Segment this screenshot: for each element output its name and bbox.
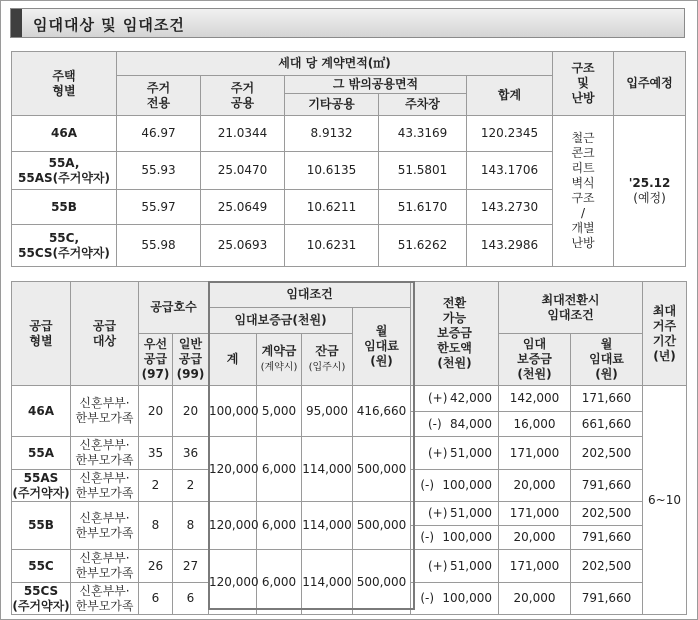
parking-area: 43.3169 [379,116,467,152]
header-supply-target: 공급 대상 [71,282,139,386]
header-conv-rent: 월 임대료 (원) [571,334,643,386]
conv-deposit: 16,000 [499,412,571,437]
etc-area: 10.6211 [285,190,379,225]
conv-rent: 791,660 [571,583,643,615]
general-count: 2 [173,470,209,502]
header-deposit: 임대보증금(천원) [209,308,353,334]
convert-limit: (+) 51,000 [411,550,499,583]
conv-rent: 202,500 [571,437,643,470]
move-in-cell: '25.12 (예정) [614,116,686,267]
header-balance: 잔금 (입주시) [302,334,353,386]
header-general-supply: 일반 공급 (99) [173,334,209,386]
parking-area: 51.5801 [379,152,467,190]
conv-deposit: 20,000 [499,583,571,615]
section-title: 임대대상 및 임대조건 [33,16,185,34]
supply-type: 55A [12,437,71,470]
convert-limit: (+) 51,000 [411,437,499,470]
balance: 114,000 [302,502,353,550]
supply-type: 55AS (주거약자) [12,470,70,500]
house-type: 46A [12,116,117,152]
header-monthly-rent: 월 임대료 (원) [353,308,411,386]
structure-cell: 철근 콘크 리트 벽식 구조 / 개별 난방 [553,116,614,267]
parking-area: 51.6262 [379,225,467,267]
header-priority-supply: 우선 공급 (97) [139,334,173,386]
rental-condition-table [11,281,687,615]
header-supply-type: 공급 형별 [12,282,71,386]
header-max-period: 최대 거주 기간 (년) [643,282,687,386]
supply-target: 신혼부부· 한부모가족 [71,550,139,583]
priority-count: 26 [139,550,173,583]
exclusive-area: 55.98 [117,225,201,267]
conv-deposit: 171,000 [499,550,571,583]
header-deposit-sum: 계 [209,334,257,386]
house-type: 55C, 55CS(주거약자) [12,225,117,267]
area-table [11,51,686,267]
table-row [12,550,687,583]
priority-count: 20 [139,386,173,437]
conv-deposit: 142,000 [499,386,571,412]
header-common: 주거 공용 [201,76,285,116]
etc-area: 8.9132 [285,116,379,152]
conv-rent: 202,500 [571,502,643,526]
supply-type: 55B [12,502,71,550]
total-area: 143.2730 [467,190,553,225]
deposit-sum: 120,000 [209,437,257,502]
common-area: 21.0344 [201,116,285,152]
header-supply-units: 공급호수 [139,282,209,334]
supply-type: 55C [12,550,71,583]
conv-rent: 661,660 [571,412,643,437]
priority-count: 35 [139,437,173,470]
conv-deposit: 171,000 [499,437,571,470]
house-type: 55B [12,190,117,225]
total-area: 143.1706 [467,152,553,190]
contract-fee: 6,000 [257,550,302,615]
common-area: 25.0470 [201,152,285,190]
general-count: 8 [173,502,209,550]
supply-target: 신혼부부· 한부모가족 [71,386,139,437]
header-contract-area: 세대 당 계약면적(㎡) [117,52,553,76]
header-other-common: 그 밖의공용면적 [285,76,467,94]
balance: 114,000 [302,437,353,502]
supply-type: 46A [12,386,71,437]
general-count: 27 [173,550,209,583]
header-house-type: 주택 형별 [12,52,117,116]
max-period: 6~10 [643,386,687,615]
etc-area: 10.6231 [285,225,379,267]
common-area: 25.0649 [201,190,285,225]
supply-target: 신혼부부· 한부모가족 [71,502,139,550]
deposit-sum: 120,000 [209,502,257,550]
header-exclusive: 주거 전용 [117,76,201,116]
convert-limit: (-) 84,000 [411,412,499,437]
exclusive-area: 55.97 [117,190,201,225]
supply-type: 55CS (주거약자) [12,583,70,613]
table-row [12,386,687,412]
general-count: 20 [173,386,209,437]
title-accent-block [11,9,22,37]
conv-rent: 791,660 [571,526,643,550]
header-contract-fee: 계약금 (계약시) [257,334,302,386]
header-conv-deposit: 임대 보증금 (천원) [499,334,571,386]
balance: 95,000 [302,386,353,437]
convert-limit: (+) 51,000 [411,502,499,526]
conv-deposit: 171,000 [499,502,571,526]
supply-target: 신혼부부· 한부모가족 [71,470,139,502]
contract-fee: 6,000 [257,437,302,502]
total-area: 120.2345 [467,116,553,152]
monthly-rent: 500,000 [353,550,411,615]
priority-count: 6 [139,583,173,615]
contract-fee: 6,000 [257,502,302,550]
monthly-rent: 416,660 [353,386,411,437]
contract-fee: 5,000 [257,386,302,437]
section-title-bar [10,8,685,38]
header-move-in: 입주예정 [614,52,686,116]
general-count: 36 [173,437,209,470]
header-rental-condition: 임대조건 [209,282,411,308]
monthly-rent: 500,000 [353,502,411,550]
exclusive-area: 55.93 [117,152,201,190]
total-area: 143.2986 [467,225,553,267]
conv-rent: 791,660 [571,470,643,502]
monthly-rent: 500,000 [353,437,411,502]
conv-rent: 202,500 [571,550,643,583]
balance: 114,000 [302,550,353,615]
conv-deposit: 20,000 [499,470,571,502]
header-max-conversion: 최대전환시 임대조건 [499,282,643,334]
conv-deposit: 20,000 [499,526,571,550]
header-convertible-limit: 전환 가능 보증금 한도액 (천원) [411,282,499,386]
header-parking: 주차장 [379,94,467,116]
table-row [12,116,686,152]
convert-limit: (-) 100,000 [411,583,499,615]
supply-target: 신혼부부· 한부모가족 [71,583,139,615]
general-count: 6 [173,583,209,615]
header-structure: 구조 및 난방 [553,52,614,116]
priority-count: 8 [139,502,173,550]
deposit-sum: 100,000 [209,386,257,437]
table-row [12,437,687,470]
conv-rent: 171,660 [571,386,643,412]
deposit-sum: 120,000 [209,550,257,615]
convert-limit: (+) 42,000 [411,386,499,412]
table-row [12,502,687,526]
supply-target: 신혼부부· 한부모가족 [71,437,139,470]
exclusive-area: 46.97 [117,116,201,152]
common-area: 25.0693 [201,225,285,267]
etc-area: 10.6135 [285,152,379,190]
priority-count: 2 [139,470,173,502]
parking-area: 51.6170 [379,190,467,225]
house-type: 55A, 55AS(주거약자) [12,152,117,190]
header-total: 합계 [467,76,553,116]
convert-limit: (-) 100,000 [411,526,499,550]
header-etc-common: 기타공용 [285,94,379,116]
convert-limit: (-) 100,000 [411,470,499,502]
